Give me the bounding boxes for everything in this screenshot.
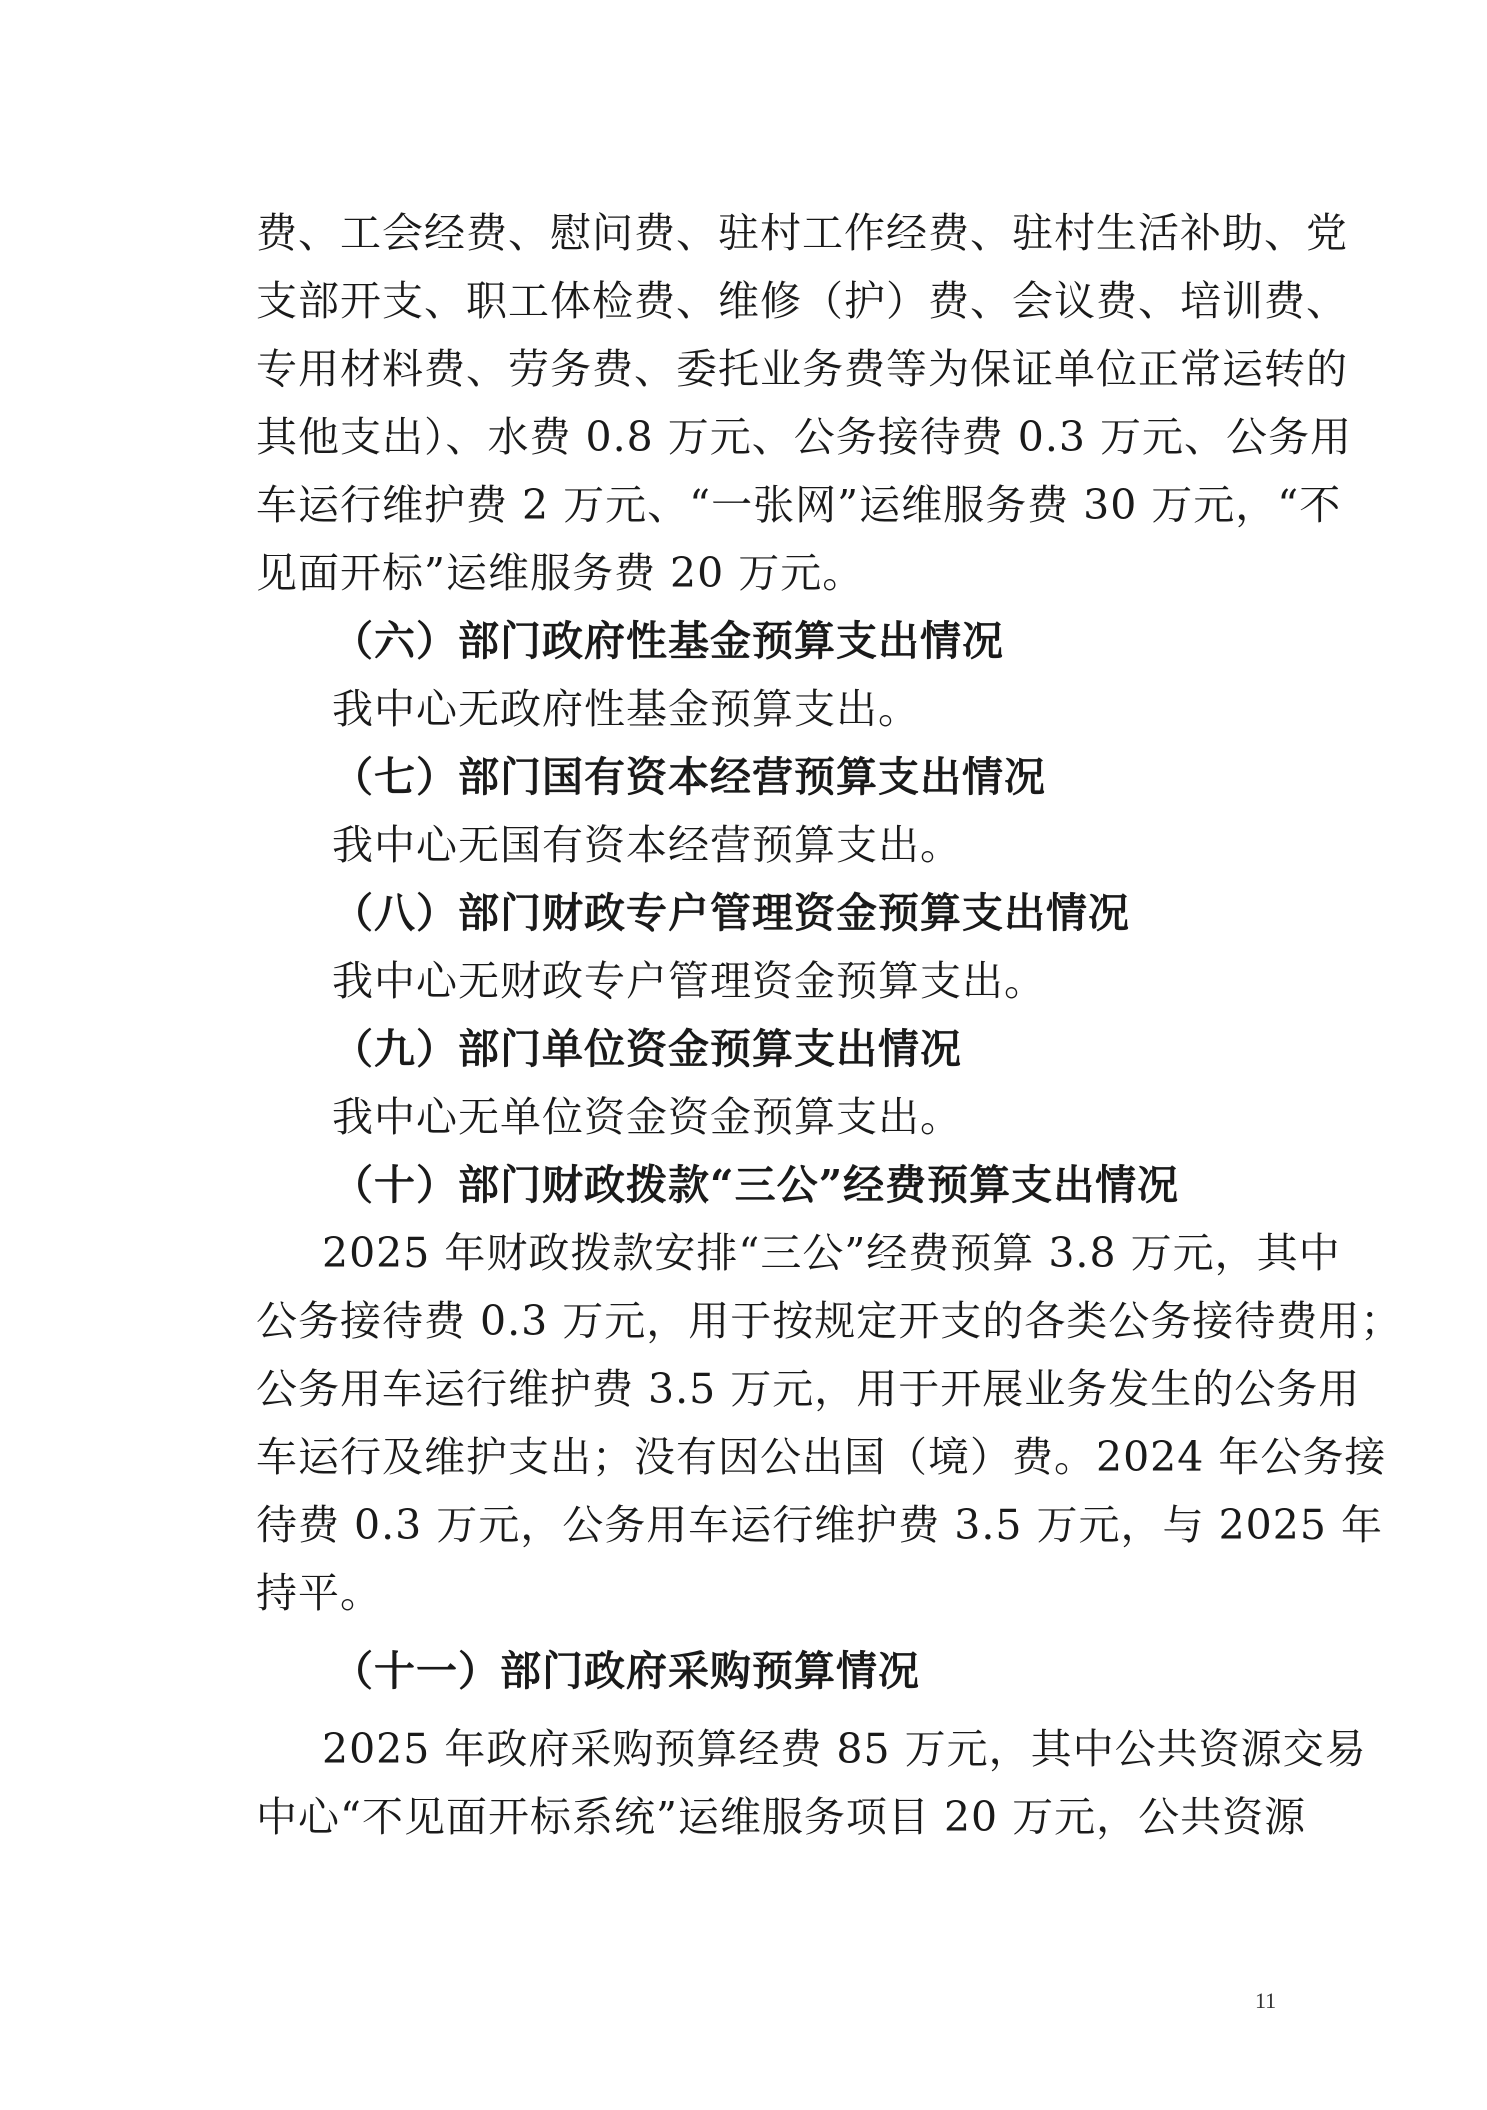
paragraph-line: 费、工会经费、慰问费、驻村工作经费、驻村生活补助、党 [256,209,1348,257]
paragraph-line: 车运行维护费 2 万元、“一张网”运维服务费 30 万元，“不 [256,481,1342,529]
paragraph-line: 其他支出）、水费 0.8 万元、公务接待费 0.3 万元、公务用 [256,413,1353,461]
section-heading: （七）部门国有资本经营预算支出情况 [332,753,1046,801]
paragraph-line: 我中心无单位资金资金预算支出。 [332,1093,962,1141]
paragraph-line: 持平。 [256,1569,382,1617]
paragraph-line: 中心“不见面开标系统”运维服务项目 20 万元，公共资源 [256,1793,1307,1841]
paragraph-line: 支部开支、职工体检费、维修（护）费、会议费、培训费、 [256,277,1348,325]
section-heading: （六）部门政府性基金预算支出情况 [332,617,1004,665]
paragraph-line: 公务用车运行维护费 3.5 万元，用于开展业务发生的公务用 [256,1365,1361,1413]
paragraph-line: 我中心无国有资本经营预算支出。 [332,821,962,869]
paragraph-line: 2025 年政府采购预算经费 85 万元，其中公共资源交易 [322,1725,1367,1773]
section-heading: （十）部门财政拨款“三公”经费预算支出情况 [332,1161,1180,1209]
paragraph-line: 我中心无财政专户管理资金预算支出。 [332,957,1046,1005]
section-heading: （九）部门单位资金预算支出情况 [332,1025,962,1073]
paragraph-line: 2025 年财政拨款安排“三公”经费预算 3.8 万元，其中 [322,1229,1341,1277]
section-heading: （八）部门财政专户管理资金预算支出情况 [332,889,1130,937]
paragraph-line: 专用材料费、劳务费、委托业务费等为保证单位正常运转的 [256,345,1348,393]
paragraph-line: 待费 0.3 万元，公务用车运行维护费 3.5 万元，与 2025 年 [256,1501,1383,1549]
paragraph-line: 我中心无政府性基金预算支出。 [332,685,920,733]
paragraph-line: 车运行及维护支出；没有因公出国（境）费。2024 年公务接 [256,1433,1387,1481]
paragraph-line: 见面开标”运维服务费 20 万元。 [256,549,865,597]
page-number: 11 [1255,1988,1277,2013]
section-heading: （十一）部门政府采购预算情况 [332,1647,920,1695]
paragraph-line: 公务接待费 0.3 万元，用于按规定开支的各类公务接待费用； [256,1297,1403,1345]
